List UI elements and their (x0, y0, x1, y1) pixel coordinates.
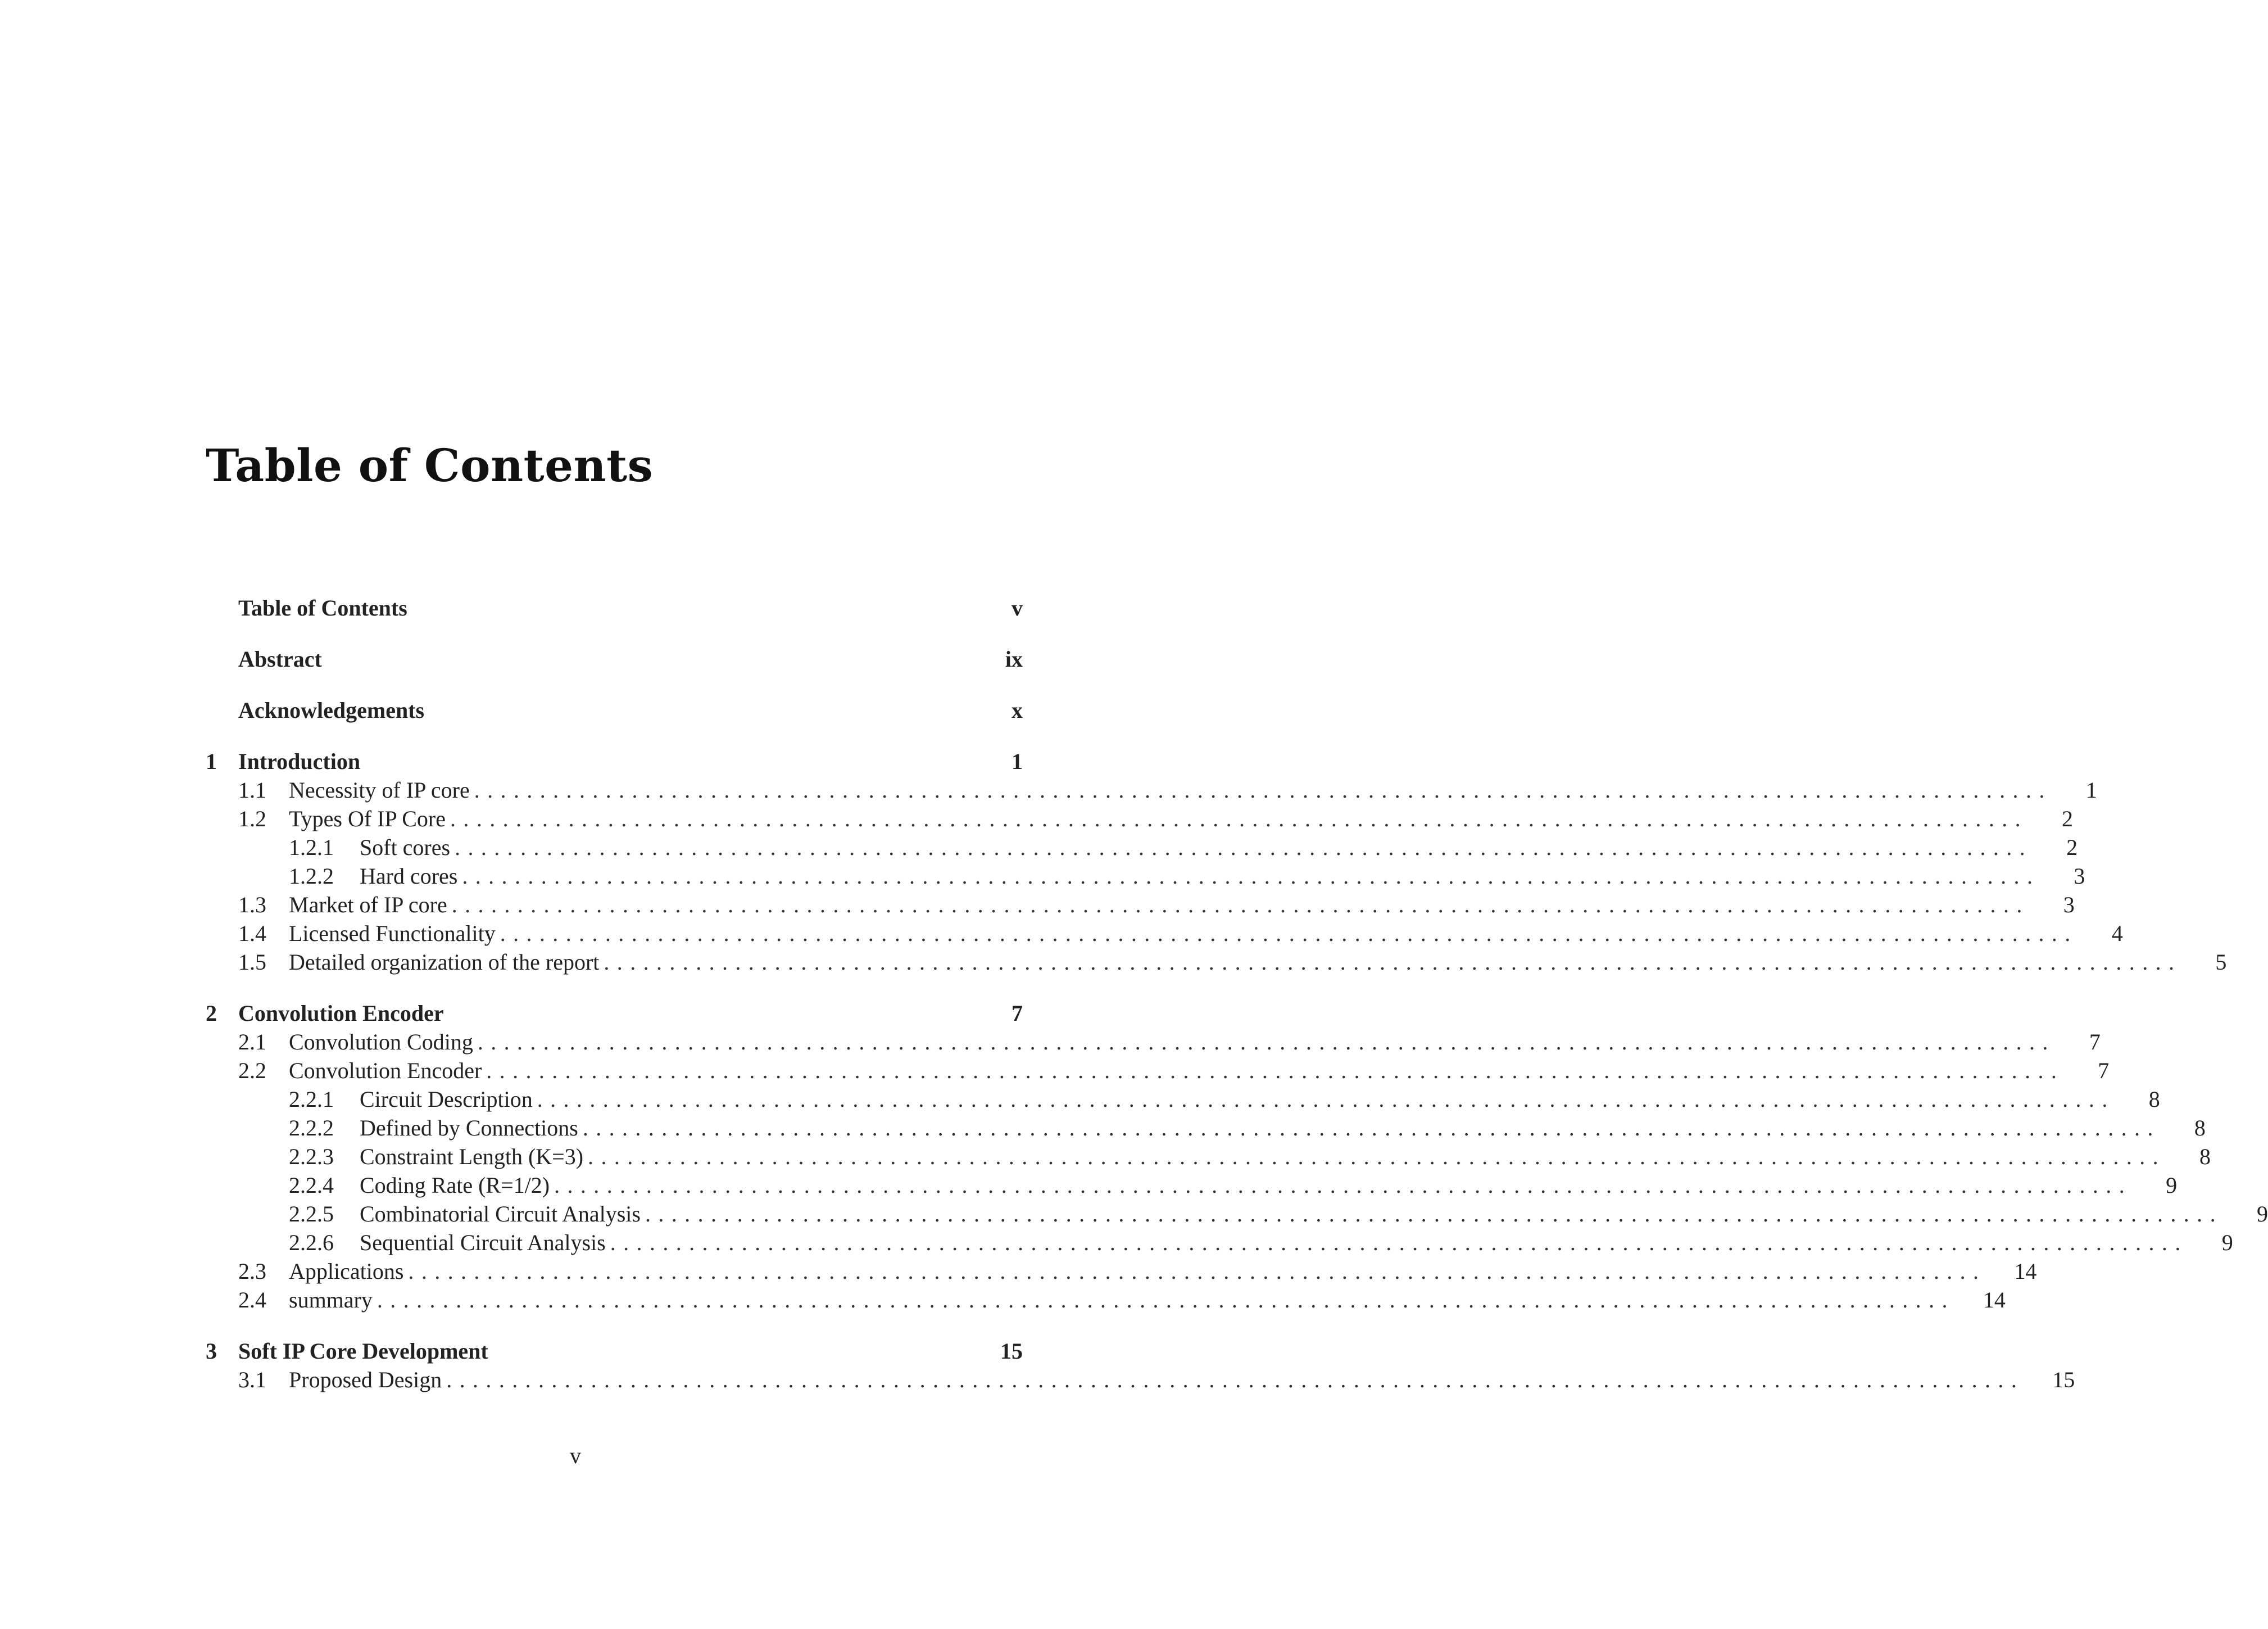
toc-leader-dots: ........................................................................................................................ (554, 1173, 2133, 1198)
page-title: Table of Contents (206, 439, 654, 492)
toc-leader-dots: ........................................................................................................................ (408, 1259, 1986, 1284)
toc-chapter-entry[interactable] (206, 595, 1023, 646)
toc-entry-number: 2.2.6 (289, 1230, 334, 1255)
toc-entry-title: Convolution Encoder (289, 1057, 486, 1084)
toc-subsection-entry[interactable] (206, 834, 2078, 863)
toc-entry-number: 1.5 (238, 949, 266, 975)
toc-entry-title: Defined by Connections (360, 1115, 583, 1141)
toc-leader-dots: ........................................................................................................................ (537, 1087, 2115, 1112)
toc-leader-dots: ........................................................................................................................ (588, 1144, 2166, 1169)
toc-entry-number: 2.2.3 (289, 1144, 334, 1169)
toc-entry-number: 2.1 (238, 1029, 266, 1055)
toc-entry-page: 14 (2014, 1259, 2037, 1284)
toc-entry-title: Types Of IP Core (289, 806, 450, 832)
toc-entry-page: 9 (2221, 1230, 2233, 1255)
toc-leader-dots: ........................................................................................................................ (610, 1230, 2188, 1255)
toc-subsection-entry[interactable] (206, 1115, 2206, 1143)
toc-entry-number: 2.3 (238, 1259, 266, 1284)
toc-entry-title: summary (289, 1287, 377, 1313)
toc-entry-number: 2 (206, 1001, 217, 1026)
toc-entry-title: Sequential Circuit Analysis (360, 1229, 610, 1256)
toc-entry-page: 8 (2199, 1144, 2211, 1169)
toc-leader-dots: ........................................................................................................................ (500, 921, 2078, 946)
toc-leader-dots: ........................................................................................................................ (582, 1115, 2161, 1141)
toc-entry-number: 1.2.2 (289, 863, 334, 889)
toc-entry-page: 7 (2089, 1029, 2101, 1055)
toc-entry-page: 3 (2074, 863, 2085, 889)
toc-entry-title: Licensed Functionality (289, 920, 500, 947)
toc-subsection-entry[interactable] (206, 863, 2085, 892)
toc-entry-number: 1.2.1 (289, 835, 334, 860)
toc-entry-title: Constraint Length (K=3) (360, 1143, 588, 1170)
toc-entry-page: v (1011, 595, 1023, 621)
toc-entry-page: 14 (1983, 1287, 2006, 1313)
toc-entry-number: 1 (206, 749, 217, 774)
toc-entry-title: Circuit Description (360, 1086, 537, 1112)
toc-leader-dots: ........................................................................................................................ (486, 1058, 2065, 1083)
toc-entry-number: 1.1 (238, 777, 266, 803)
toc-chapter-entry[interactable] (206, 1000, 1023, 1029)
toc-leader-dots: ........................................................................................................................ (377, 1287, 1955, 1313)
toc-entry-page: 8 (2194, 1115, 2206, 1141)
toc-entry-number: 2.4 (238, 1287, 266, 1313)
table-of-contents (206, 595, 2268, 1418)
toc-leader-dots: ........................................................................................................................ (477, 1029, 2056, 1055)
toc-entry-page: 15 (2052, 1367, 2075, 1392)
toc-leader-dots: ........................................................................................................................ (604, 949, 2182, 975)
toc-subsection-entry[interactable] (206, 1143, 2211, 1172)
toc-subsection-entry[interactable] (206, 1086, 2160, 1115)
toc-entry-title: Acknowledgements (238, 697, 429, 723)
toc-entry-title: Table of Contents (238, 595, 412, 621)
toc-leader-dots: ........................................................................................................................ (455, 835, 2033, 860)
toc-entry-page: ix (1005, 646, 1023, 672)
toc-entry-title: Proposed Design (289, 1366, 446, 1393)
toc-entry-number: 2.2.5 (289, 1201, 334, 1227)
toc-entry-page: 15 (1000, 1338, 1023, 1364)
toc-entry-page: 2 (2062, 806, 2074, 831)
toc-entry-page: 2 (2066, 835, 2078, 860)
toc-section-entry[interactable] (206, 1287, 2006, 1338)
toc-section-entry[interactable] (206, 1258, 2037, 1287)
toc-subsection-entry[interactable] (206, 1172, 2178, 1201)
toc-entry-number: 2.2.2 (289, 1115, 334, 1141)
toc-entry-title: Applications (289, 1258, 408, 1284)
toc-leader-dots: ........................................................................................................................ (446, 1367, 2025, 1392)
toc-entry-page: x (1011, 698, 1023, 723)
toc-entry-title: Coding Rate (R=1/2) (360, 1172, 554, 1198)
page-number: v (570, 1443, 581, 1468)
toc-entry-page: 5 (2215, 949, 2227, 975)
toc-entry-page: 9 (2256, 1201, 2268, 1227)
toc-chapter-entry[interactable] (206, 1338, 1023, 1366)
toc-subsection-entry[interactable] (206, 1229, 2233, 1258)
toc-entry-page: 1 (1011, 749, 1023, 774)
toc-leader-dots: ........................................................................................................................ (451, 892, 2030, 917)
toc-entry-number: 2.2.4 (289, 1173, 334, 1198)
toc-entry-page: 7 (1011, 1001, 1023, 1026)
toc-entry-title: Abstract (238, 646, 326, 672)
toc-entry-title: Convolution Coding (289, 1029, 478, 1055)
toc-section-entry[interactable] (206, 1057, 2110, 1086)
toc-chapter-entry[interactable] (206, 748, 1023, 777)
toc-entry-number: 2.2.1 (289, 1087, 334, 1112)
toc-entry-title: Introduction (238, 748, 365, 775)
toc-entry-number: 1.4 (238, 921, 266, 946)
toc-entry-title: Soft cores (360, 834, 455, 861)
toc-chapter-entry[interactable] (206, 646, 1023, 697)
toc-leader-dots: ........................................................................................................................ (645, 1201, 2223, 1227)
toc-section-entry[interactable] (206, 777, 2097, 806)
toc-entry-title: Combinatorial Circuit Analysis (360, 1201, 645, 1227)
toc-entry-number: 3.1 (238, 1367, 266, 1392)
toc-section-entry[interactable] (206, 1366, 2075, 1418)
toc-subsection-entry[interactable] (206, 1201, 2268, 1229)
toc-entry-title: Detailed organization of the report (289, 949, 604, 975)
toc-entry-page: 7 (2098, 1058, 2110, 1083)
toc-entry-number: 3 (206, 1338, 217, 1364)
toc-entry-title: Market of IP core (289, 892, 452, 918)
toc-entry-page: 1 (2085, 777, 2097, 803)
toc-entry-title: Convolution Encoder (238, 1000, 448, 1026)
toc-leader-dots: ........................................................................................................................ (474, 777, 2052, 803)
toc-entry-number: 2.2 (238, 1058, 266, 1083)
toc-section-entry[interactable] (206, 920, 2123, 949)
toc-entry-page: 4 (2111, 921, 2123, 946)
toc-section-entry[interactable] (206, 806, 2074, 834)
toc-entry-page: 8 (2148, 1087, 2160, 1112)
toc-entry-page: 3 (2063, 892, 2075, 917)
toc-section-entry[interactable] (206, 892, 2075, 920)
toc-entry-page: 9 (2166, 1173, 2178, 1198)
toc-section-entry[interactable] (206, 949, 2227, 1000)
toc-leader-dots: ........................................................................................................................ (462, 863, 2040, 889)
toc-leader-dots: ........................................................................................................................ (450, 806, 2029, 831)
toc-entry-number: 1.3 (238, 892, 266, 917)
toc-entry-title: Hard cores (360, 863, 462, 889)
toc-chapter-entry[interactable] (206, 697, 1023, 748)
toc-section-entry[interactable] (206, 1029, 2101, 1057)
toc-entry-title: Necessity of IP core (289, 777, 474, 803)
toc-entry-number: 1.2 (238, 806, 266, 831)
toc-entry-title: Soft IP Core Development (238, 1338, 493, 1364)
